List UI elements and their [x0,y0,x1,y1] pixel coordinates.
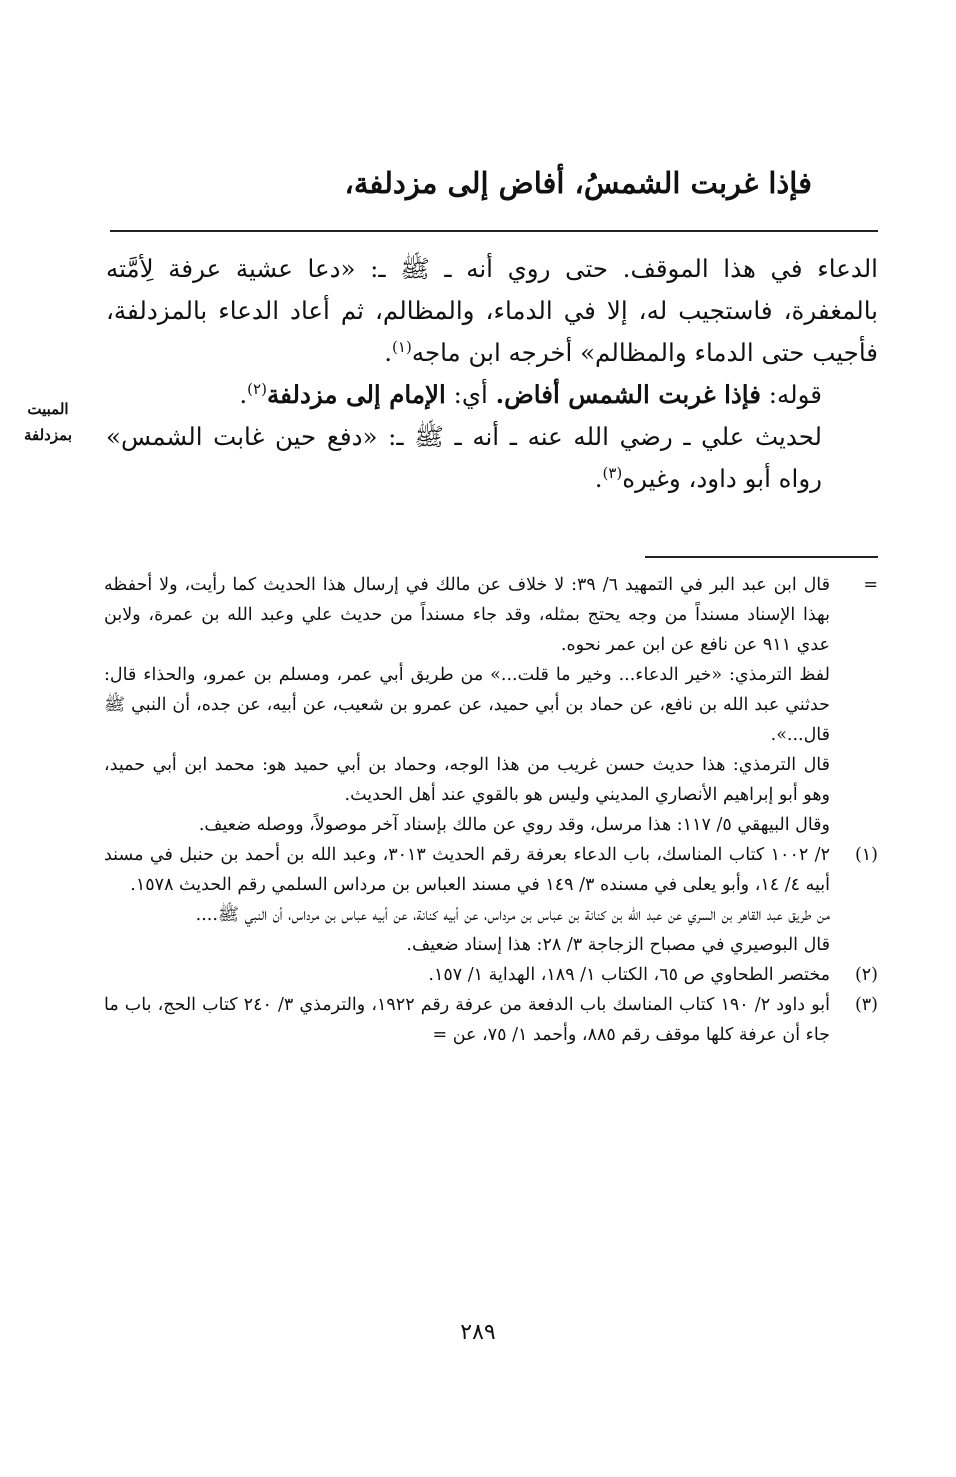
footnote-1 [104,840,878,900]
paragraph-2 [106,374,878,416]
paragraph-3 [106,416,878,500]
footnote-text: وقال البيهقي ٥/ ١١٧: هذا مرسل، وقد روي عن مالك بإسناد آخر موصولاً، ووصله ضعيف. [198,815,830,835]
footnote-text: قال الترمذي: هذا حديث حسن غريب من هذا الوجه، وحماد بن أبي حميد هو: محمد ابن أبي حميد، وهو أبو إبراهيم الأنصاري المديني وليس هو بالقوي عند أهل الحديث. [104,755,830,805]
footnote-3 [104,990,878,1050]
footnote-text: لفظ الترمذي: «خير الدعاء... وخير ما قلت...» من طريق أبي عمر، ومسلم بن عمرو، والحذاء قال: حدثني عبد الله بن نافع، عن حماد بن أبي حميد، عن عمرو بن شعيب، عن أبيه، عن جده، أن النبي ﷺ قال...». [104,665,830,745]
footnote-text: ٢/ ١٠٠٢ كتاب المناسك، باب الدعاء بعرفة رقم الحديث ٣٠١٣، وعبد الله بن أحمد بن حنبل في مسند أبيه ٤/ ١٤، وأبو يعلى في مسنده ٣/ ١٤٩ في مسند العباس بن مرداس السلمي رقم الحديث ١٥٧٨. [104,845,830,895]
margin-heading-line-1: المبيت [27,400,69,418]
matn-quote: فإذا غربت الشمس أفاض. [495,380,761,409]
page-number: ٢٨٩ [460,1320,496,1345]
paragraph-2-end: . [239,380,248,409]
commentary-body [106,248,878,500]
paragraph-1 [106,248,878,374]
matn-quote-2: الإمام إلى مزدلفة [266,380,446,409]
footnote-number: (٣) [854,995,878,1015]
footnote-continuation [104,570,878,660]
paragraph-1-text: الدعاء في هذا الموقف. حتى روي أنه ـ ﷺ ـ: «دعا عشية عرفة لِأمَّته بالمغفرة، فاستجيب له، إلا في الدماء، والمظالم، ثم أعاد الدعاء بالمزدلفة، فأجيب حتى الدماء والمظالم» أخرجه ابن ماجه [106,254,878,367]
paragraph-2-mid: أي: [445,380,496,409]
footnote-ref-3[interactable]: (٣) [602,463,623,482]
paragraph-3-text: لحديث علي ـ رضي الله عنه ـ أنه ـ ﷺ ـ: «دفع حين غابت الشمس» رواه أبو داود، وغيره [106,422,822,493]
footnote-2 [104,960,878,990]
footnote-text: أبو داود ٢/ ١٩٠ كتاب المناسك باب الدفعة من عرفة رقم ١٩٢٢، والترمذي ٣/ ٢٤٠ كتاب الحج، باب ما جاء أن عرفة كلها موقف رقم ٨٨٥، وأحمد ١/ ٧٥، عن = [104,995,830,1045]
footnotes [104,570,878,1050]
paragraph-3-end: . [594,464,603,493]
paragraph-1-end: . [384,338,393,367]
continuation-marker: = [863,575,878,595]
margin-heading [0,396,96,448]
footnote-ref-1[interactable]: (١) [392,337,412,356]
footnote-text: من طريق عبد القاهر بن السري عن عبد الله بن كنانة بن عباس بن مرداس، عن أبيه كنانة، عن أبيه عباس بن مرداس، أن النبي ﷺ.... [195,905,830,925]
margin-heading-line-2: بمزدلفة [23,426,72,444]
footnote-ref-2[interactable]: (٢) [247,379,267,398]
footnote-number: (٢) [854,965,878,985]
paragraph-2-lead: قوله: [760,380,822,409]
footnote-text: مختصر الطحاوي ص ٦٥، الكتاب ١/ ١٨٩، الهداية ١/ ١٥٧. [428,965,830,985]
footnote-number: (١) [854,845,878,865]
matn-heading: فإذا غربت الشمسُ، أفاض إلى مزدلفة، [344,166,812,200]
footnote-text: قال ابن عبد البر في التمهيد ٦/ ٣٩: لا خلاف عن مالك في إرسال هذا الحديث كما رأيت، ولا أحفظه بهذا الإسناد مسنداً من وجه يحتج بمثله، وقد جاء مسنداً من حديث علي وعبد الله بن عمرة، ولابن عدي ٩١١ عن نافع عن ابن عمر نحوه. [104,575,830,655]
header-rule [110,230,878,232]
footnote-separator [645,556,878,558]
footnote-text: قال البوصيري في مصباح الزجاجة ٣/ ٢٨: هذا إسناد ضعيف. [406,935,830,955]
